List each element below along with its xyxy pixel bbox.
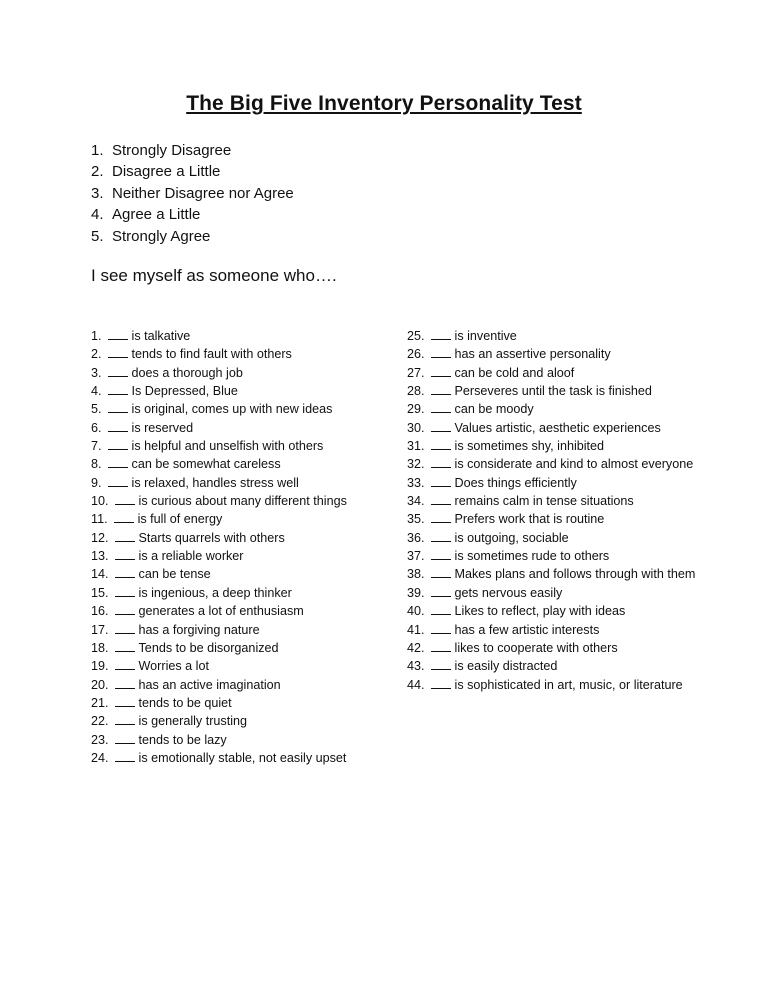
question-number: 8. [91, 457, 102, 472]
question-number: 5. [91, 402, 102, 417]
question-item [407, 400, 697, 418]
question-item [91, 382, 381, 400]
question-item [91, 565, 381, 583]
response-scale [91, 140, 294, 247]
question-text: is sophisticated in art, music, or literature [454, 677, 683, 692]
answer-blank[interactable] [115, 641, 135, 652]
question-number: 32. [407, 457, 425, 472]
answer-blank[interactable] [431, 531, 451, 542]
question-text: is generally trusting [138, 714, 248, 729]
question-item [91, 712, 381, 730]
question-text: can be somewhat careless [131, 457, 281, 472]
question-number: 39. [407, 585, 425, 600]
answer-blank[interactable] [108, 366, 128, 377]
question-number: 38. [407, 567, 425, 582]
question-number: 40. [407, 604, 425, 619]
answer-blank[interactable] [115, 531, 135, 542]
question-text: is helpful and unselfish with others [131, 439, 324, 454]
question-item [407, 676, 697, 694]
question-item [91, 621, 381, 639]
answer-blank[interactable] [431, 678, 451, 689]
answer-blank[interactable] [115, 586, 135, 597]
question-text: has an assertive personality [454, 347, 611, 362]
question-item [407, 639, 697, 657]
question-item [407, 510, 697, 528]
question-number: 22. [91, 714, 109, 729]
question-text: is original, comes up with new ideas [131, 402, 333, 417]
question-number: 20. [91, 677, 109, 692]
answer-blank[interactable] [431, 421, 451, 432]
answer-blank[interactable] [108, 421, 128, 432]
answer-blank[interactable] [115, 696, 135, 707]
scale-item [91, 226, 294, 247]
answer-blank[interactable] [108, 329, 128, 340]
answer-blank[interactable] [431, 567, 451, 578]
question-item [407, 345, 697, 363]
answer-blank[interactable] [115, 494, 135, 505]
question-text: Prefers work that is routine [454, 512, 605, 527]
question-item [91, 657, 381, 675]
question-item [407, 492, 697, 510]
answer-blank[interactable] [115, 567, 135, 578]
question-text: likes to cooperate with others [454, 640, 618, 655]
question-text: Likes to reflect, play with ideas [454, 604, 626, 619]
question-item [407, 584, 697, 602]
question-item [91, 327, 381, 345]
question-item [407, 327, 697, 345]
question-number: 9. [91, 475, 102, 490]
question-number: 25. [407, 329, 425, 343]
question-number: 27. [407, 365, 425, 380]
answer-blank[interactable] [115, 714, 135, 725]
question-number: 13. [91, 549, 109, 564]
question-item [91, 584, 381, 602]
question-item [91, 492, 381, 510]
answer-blank[interactable] [431, 457, 451, 468]
answer-blank[interactable] [431, 347, 451, 358]
scale-label: Neither Disagree nor Agree [112, 184, 294, 202]
question-text: Does things efficiently [454, 475, 577, 490]
answer-blank[interactable] [108, 476, 128, 487]
question-text: is considerate and kind to almost everyone [454, 457, 694, 472]
question-item [407, 364, 697, 382]
question-item [91, 639, 381, 657]
answer-blank[interactable] [431, 439, 451, 450]
answer-blank[interactable] [108, 439, 128, 450]
answer-blank[interactable] [108, 402, 128, 413]
question-number: 34. [407, 494, 425, 509]
question-item [407, 455, 697, 473]
scale-label: Strongly Disagree [112, 142, 232, 159]
question-text: Makes plans and follows through with them [454, 567, 696, 582]
question-number: 35. [407, 512, 425, 527]
page-title: The Big Five Inventory Personality Test [186, 92, 582, 115]
question-number: 19. [91, 659, 109, 674]
question-text: is sometimes shy, inhibited [454, 439, 605, 454]
question-number: 1. [91, 329, 102, 343]
question-text: Is Depressed, Blue [131, 384, 238, 399]
question-text: is easily distracted [454, 659, 558, 674]
scale-number: 5. [91, 227, 104, 245]
question-number: 18. [91, 640, 109, 655]
answer-blank[interactable] [115, 678, 135, 689]
question-number: 43. [407, 659, 425, 674]
question-number: 3. [91, 365, 102, 380]
question-number: 44. [407, 677, 425, 692]
answer-blank[interactable] [115, 623, 135, 634]
answer-blank[interactable] [108, 457, 128, 468]
question-number: 33. [407, 475, 425, 490]
question-text: tends to be lazy [138, 732, 227, 747]
section-prompt: I see myself as someone who…. [91, 266, 337, 285]
question-text: can be tense [138, 567, 211, 582]
question-item [91, 474, 381, 492]
question-text: is full of energy [137, 512, 223, 527]
question-item [407, 547, 697, 565]
question-number: 23. [91, 732, 109, 747]
question-item [407, 474, 697, 492]
question-number: 26. [407, 347, 425, 362]
question-number: 28. [407, 384, 425, 399]
question-item [91, 419, 381, 437]
question-text: is outgoing, sociable [454, 530, 569, 545]
question-text: is ingenious, a deep thinker [138, 585, 292, 600]
question-text: is talkative [131, 329, 191, 343]
question-text: is reserved [131, 420, 194, 435]
answer-blank[interactable] [431, 329, 451, 340]
question-text: is emotionally stable, not easily upset [138, 750, 347, 765]
question-item [91, 529, 381, 547]
scale-number: 3. [91, 184, 104, 202]
answer-blank[interactable] [431, 604, 451, 615]
question-number: 31. [407, 439, 425, 454]
question-number: 14. [91, 567, 109, 582]
answer-blank[interactable] [431, 641, 451, 652]
question-text: gets nervous easily [454, 585, 563, 600]
question-number: 36. [407, 530, 425, 545]
question-number: 16. [91, 604, 109, 619]
scale-item [91, 204, 294, 225]
question-text: Values artistic, aesthetic experiences [454, 420, 661, 435]
items-column-left [91, 327, 381, 767]
answer-blank[interactable] [431, 659, 451, 670]
question-text: Starts quarrels with others [138, 530, 285, 545]
question-text: is a reliable worker [138, 549, 244, 564]
question-text: remains calm in tense situations [454, 494, 634, 509]
question-number: 21. [91, 695, 109, 710]
question-text: Perseveres until the task is finished [454, 384, 652, 399]
question-item [407, 621, 697, 639]
question-item [407, 382, 697, 400]
question-text: tends to be quiet [138, 695, 232, 710]
question-text: generates a lot of enthusiasm [138, 604, 304, 619]
question-item [91, 547, 381, 565]
scale-number: 2. [91, 163, 104, 181]
answer-blank[interactable] [108, 384, 128, 395]
answer-blank[interactable] [115, 733, 135, 744]
question-text: has a few artistic interests [454, 622, 600, 637]
question-number: 4. [91, 384, 102, 399]
question-text: is sometimes rude to others [454, 549, 610, 564]
question-item [91, 437, 381, 455]
scale-item [91, 161, 294, 182]
question-number: 7. [91, 439, 102, 454]
answer-blank[interactable] [431, 494, 451, 505]
answer-blank[interactable] [431, 549, 451, 560]
question-number: 41. [407, 622, 425, 637]
answer-blank[interactable] [108, 347, 128, 358]
question-number: 10. [91, 494, 109, 509]
question-item [407, 565, 697, 583]
question-number: 24. [91, 750, 109, 765]
question-text: has an active imagination [138, 677, 281, 692]
answer-blank[interactable] [431, 366, 451, 377]
items-column-right [407, 327, 697, 694]
scale-number: 1. [91, 142, 104, 159]
scale-label: Strongly Agree [112, 227, 211, 245]
answer-blank[interactable] [115, 604, 135, 615]
question-number: 30. [407, 420, 425, 435]
answer-blank[interactable] [115, 751, 135, 762]
answer-blank[interactable] [431, 586, 451, 597]
question-item [91, 676, 381, 694]
question-text: does a thorough job [131, 365, 243, 380]
question-number: 2. [91, 347, 102, 362]
question-item [91, 694, 381, 712]
question-number: 37. [407, 549, 425, 564]
question-item [91, 400, 381, 418]
scale-item [91, 140, 294, 161]
question-text: has a forgiving nature [138, 622, 260, 637]
scale-label: Agree a Little [112, 206, 201, 224]
scale-label: Disagree a Little [112, 163, 221, 181]
question-item [91, 602, 381, 620]
question-text: is inventive [454, 329, 517, 343]
question-text: can be cold and aloof [454, 365, 575, 380]
question-item [91, 731, 381, 749]
scale-number: 4. [91, 206, 104, 224]
question-item [407, 437, 697, 455]
question-item [91, 749, 381, 767]
scale-item [91, 183, 294, 204]
question-item [91, 510, 381, 528]
question-item [407, 419, 697, 437]
answer-blank[interactable] [431, 512, 451, 523]
answer-blank[interactable] [431, 402, 451, 413]
question-number: 12. [91, 530, 109, 545]
question-item [91, 455, 381, 473]
question-item [407, 602, 697, 620]
question-text: is relaxed, handles stress well [131, 475, 299, 490]
question-text: Worries a lot [138, 659, 209, 674]
question-item [91, 364, 381, 382]
answer-blank[interactable] [115, 549, 135, 560]
question-item [407, 529, 697, 547]
answer-blank[interactable] [431, 384, 451, 395]
answer-blank[interactable] [431, 623, 451, 634]
question-number: 11. [91, 512, 108, 527]
question-text: Tends to be disorganized [138, 640, 279, 655]
question-number: 17. [91, 622, 109, 637]
question-number: 29. [407, 402, 425, 417]
question-item [91, 345, 381, 363]
answer-blank[interactable] [115, 659, 135, 670]
answer-blank[interactable] [114, 512, 134, 523]
question-text: can be moody [454, 402, 534, 417]
question-text: tends to find fault with others [131, 347, 292, 362]
answer-blank[interactable] [431, 476, 451, 487]
question-number: 15. [91, 585, 109, 600]
question-number: 6. [91, 420, 102, 435]
question-item [407, 657, 697, 675]
question-number: 42. [407, 640, 425, 655]
question-text: is curious about many different things [138, 494, 347, 509]
